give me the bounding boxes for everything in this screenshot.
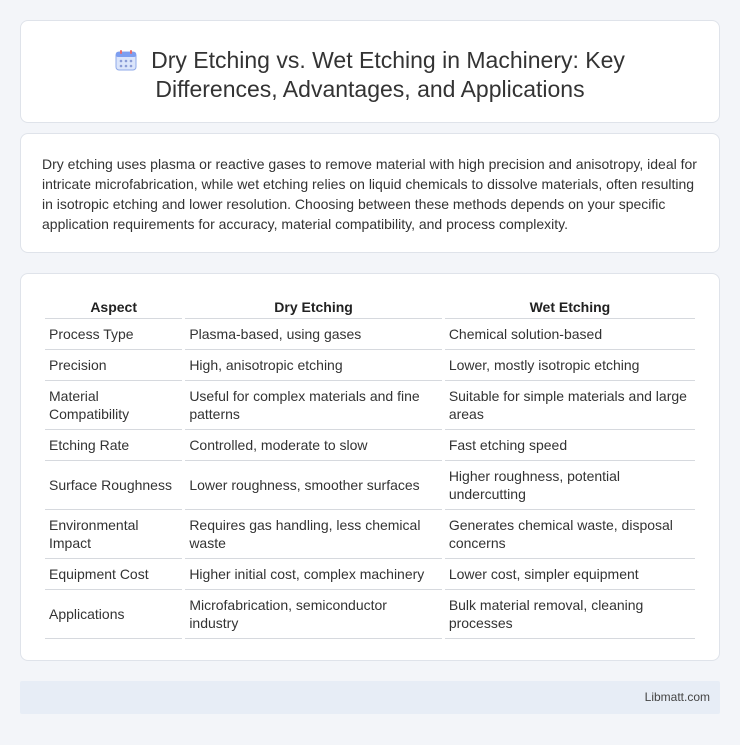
table-row [45,350,695,381]
dry-cell: Higher initial cost, complex machinery [185,559,442,590]
aspect-cell: Surface Roughness [45,461,182,510]
aspect-cell: Environmental Impact [45,510,182,559]
wet-cell: Fast etching speed [445,430,695,461]
intro-paragraph: Dry etching uses plasma or reactive gases to remove material with high precision and anisotropy, ideal for intricate microfabrication, while wet etching relies on liquid chemicals to dissolve materials, often resulting in isotropic etching and lower resolution. Choosing between these methods depends on your specific application requirements for accuracy, material compatibility, and process complexity. [42,156,697,232]
dry-cell: High, anisotropic etching [185,350,442,381]
table-row [45,430,695,461]
comparison-table [42,296,698,639]
aspect-cell: Material Compatibility [45,381,182,430]
wet-cell: Suitable for simple materials and large areas [445,381,695,430]
wet-cell: Chemical solution-based [445,319,695,350]
aspect-cell: Precision [45,350,182,381]
dry-cell: Microfabrication, semiconductor industry [185,590,442,639]
dry-cell: Plasma-based, using gases [185,319,442,350]
aspect-cell: Applications [45,590,182,639]
wet-cell: Higher roughness, potential undercutting [445,461,695,510]
table-row [45,510,695,559]
title-line-2: Differences, Advantages, and Applications [155,76,585,102]
wet-cell: Lower, mostly isotropic etching [445,350,695,381]
table-row [45,559,695,590]
table-row [45,590,695,639]
calendar-icon [115,49,137,71]
header-dry-etching: Dry Etching [185,296,442,319]
wet-cell: Lower cost, simpler equipment [445,559,695,590]
header-wet-etching: Wet Etching [445,296,695,319]
title-line-1: Dry Etching vs. Wet Etching in Machinery: Key [151,47,625,73]
header-aspect: Aspect [45,296,182,319]
aspect-cell: Etching Rate [45,430,182,461]
dry-cell: Requires gas handling, less chemical waste [185,510,442,559]
dry-cell: Lower roughness, smoother surfaces [185,461,442,510]
footer-brand[interactable]: Libmatt.com [644,690,710,704]
dry-cell: Controlled, moderate to slow [185,430,442,461]
page-title [21,46,719,104]
table-row [45,461,695,510]
table-header-row [45,296,695,319]
table-row [45,381,695,430]
footer-bar [20,681,720,714]
comparison-card [20,273,720,661]
title-card [20,20,720,123]
intro-card [20,133,720,253]
aspect-cell: Equipment Cost [45,559,182,590]
wet-cell: Bulk material removal, cleaning processes [445,590,695,639]
wet-cell: Generates chemical waste, disposal concerns [445,510,695,559]
aspect-cell: Process Type [45,319,182,350]
table-row [45,319,695,350]
dry-cell: Useful for complex materials and fine patterns [185,381,442,430]
